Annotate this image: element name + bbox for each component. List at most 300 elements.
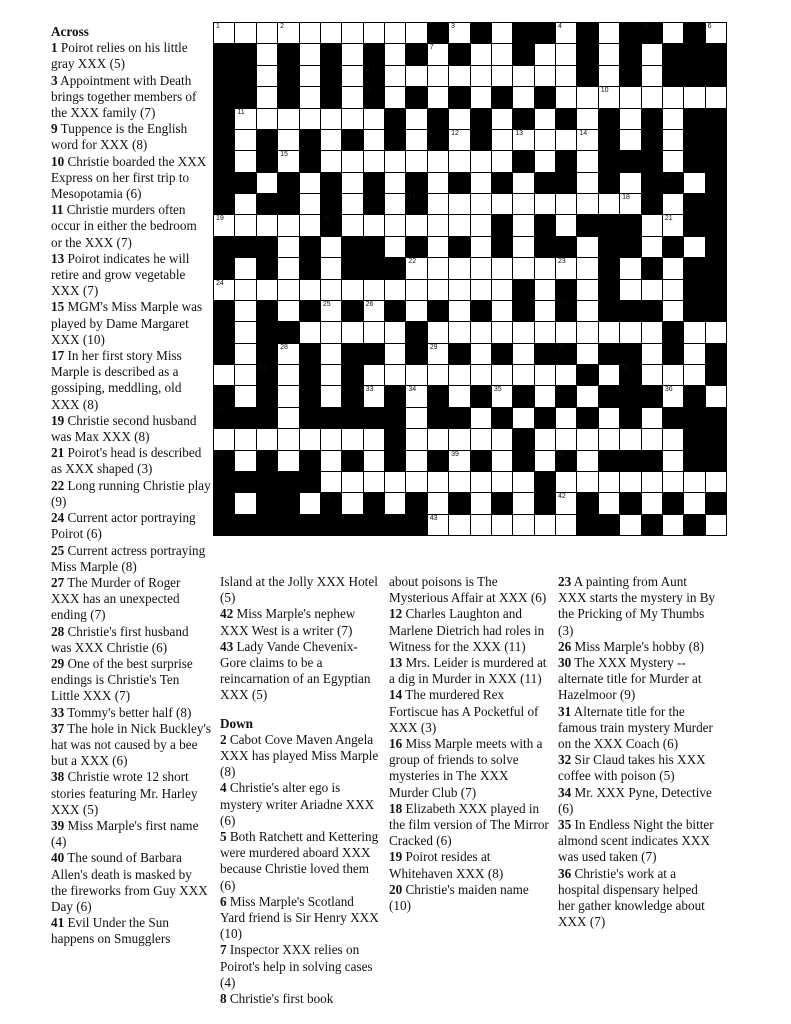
answer-square[interactable]: [406, 258, 426, 278]
answer-square[interactable]: [449, 66, 469, 86]
answer-square[interactable]: [663, 130, 683, 150]
answer-square[interactable]: [471, 237, 491, 257]
answer-square[interactable]: [535, 515, 555, 535]
answer-square[interactable]: [577, 194, 597, 214]
answer-square[interactable]: [535, 322, 555, 342]
answer-square[interactable]: [513, 130, 533, 150]
answer-square[interactable]: [642, 237, 662, 257]
answer-square[interactable]: [364, 386, 384, 406]
answer-square[interactable]: [449, 386, 469, 406]
answer-square[interactable]: [257, 109, 277, 129]
answer-square[interactable]: [535, 151, 555, 171]
answer-square[interactable]: [385, 344, 405, 364]
answer-square[interactable]: [406, 130, 426, 150]
answer-square[interactable]: [278, 130, 298, 150]
answer-square[interactable]: [278, 451, 298, 471]
answer-square[interactable]: [556, 429, 576, 449]
answer-square[interactable]: [300, 66, 320, 86]
answer-square[interactable]: [278, 386, 298, 406]
answer-square[interactable]: [342, 44, 362, 64]
answer-square[interactable]: [471, 515, 491, 535]
answer-square[interactable]: [556, 87, 576, 107]
answer-square[interactable]: [428, 472, 448, 492]
answer-square[interactable]: [449, 280, 469, 300]
answer-square[interactable]: [620, 130, 640, 150]
answer-square[interactable]: [385, 472, 405, 492]
answer-square[interactable]: [577, 173, 597, 193]
answer-square[interactable]: [513, 344, 533, 364]
answer-square[interactable]: [428, 215, 448, 235]
answer-square[interactable]: [684, 365, 704, 385]
answer-square[interactable]: [300, 23, 320, 43]
answer-square[interactable]: [385, 280, 405, 300]
answer-square[interactable]: [513, 173, 533, 193]
answer-square[interactable]: [278, 258, 298, 278]
answer-square[interactable]: [321, 322, 341, 342]
answer-square[interactable]: [449, 472, 469, 492]
answer-square[interactable]: [321, 472, 341, 492]
answer-square[interactable]: [663, 87, 683, 107]
answer-square[interactable]: [385, 87, 405, 107]
answer-square[interactable]: [577, 472, 597, 492]
answer-square[interactable]: [599, 365, 619, 385]
answer-square[interactable]: [471, 44, 491, 64]
answer-square[interactable]: [385, 66, 405, 86]
answer-square[interactable]: [577, 451, 597, 471]
answer-square[interactable]: [235, 109, 255, 129]
answer-square[interactable]: [706, 87, 726, 107]
answer-square[interactable]: [556, 215, 576, 235]
answer-square[interactable]: [364, 23, 384, 43]
answer-square[interactable]: [620, 87, 640, 107]
answer-square[interactable]: [706, 23, 726, 43]
answer-square[interactable]: [385, 194, 405, 214]
answer-square[interactable]: [492, 130, 512, 150]
answer-square[interactable]: [300, 429, 320, 449]
answer-square[interactable]: [492, 429, 512, 449]
answer-square[interactable]: [428, 429, 448, 449]
answer-square[interactable]: [342, 87, 362, 107]
answer-square[interactable]: [449, 515, 469, 535]
answer-square[interactable]: [428, 344, 448, 364]
answer-square[interactable]: [642, 344, 662, 364]
answer-square[interactable]: [321, 386, 341, 406]
answer-square[interactable]: [235, 322, 255, 342]
answer-square[interactable]: [577, 109, 597, 129]
answer-square[interactable]: [471, 87, 491, 107]
answer-square[interactable]: [428, 44, 448, 64]
answer-square[interactable]: [642, 429, 662, 449]
answer-square[interactable]: [663, 515, 683, 535]
answer-square[interactable]: [492, 515, 512, 535]
answer-square[interactable]: [577, 151, 597, 171]
answer-square[interactable]: [663, 215, 683, 235]
answer-square[interactable]: [663, 23, 683, 43]
answer-square[interactable]: [278, 429, 298, 449]
answer-square[interactable]: [278, 109, 298, 129]
answer-square[interactable]: [428, 66, 448, 86]
answer-square[interactable]: [599, 194, 619, 214]
answer-square[interactable]: [214, 280, 234, 300]
answer-square[interactable]: [620, 194, 640, 214]
answer-square[interactable]: [235, 151, 255, 171]
answer-square[interactable]: [471, 429, 491, 449]
answer-square[interactable]: [471, 258, 491, 278]
answer-square[interactable]: [321, 344, 341, 364]
answer-square[interactable]: [342, 493, 362, 513]
answer-square[interactable]: [492, 472, 512, 492]
answer-square[interactable]: [663, 194, 683, 214]
answer-square[interactable]: [257, 23, 277, 43]
answer-square[interactable]: [599, 322, 619, 342]
answer-square[interactable]: [406, 301, 426, 321]
answer-square[interactable]: [278, 280, 298, 300]
answer-square[interactable]: [492, 23, 512, 43]
answer-square[interactable]: [599, 44, 619, 64]
answer-square[interactable]: [577, 429, 597, 449]
answer-square[interactable]: [577, 344, 597, 364]
answer-square[interactable]: [556, 130, 576, 150]
answer-square[interactable]: [535, 280, 555, 300]
answer-square[interactable]: [406, 215, 426, 235]
answer-square[interactable]: [449, 215, 469, 235]
answer-square[interactable]: [278, 301, 298, 321]
answer-square[interactable]: [535, 194, 555, 214]
answer-square[interactable]: [235, 451, 255, 471]
answer-square[interactable]: [599, 23, 619, 43]
answer-square[interactable]: [556, 194, 576, 214]
answer-square[interactable]: [342, 173, 362, 193]
answer-square[interactable]: [321, 451, 341, 471]
answer-square[interactable]: [449, 365, 469, 385]
answer-square[interactable]: [492, 322, 512, 342]
answer-square[interactable]: [663, 301, 683, 321]
answer-square[interactable]: [406, 280, 426, 300]
answer-square[interactable]: [364, 280, 384, 300]
answer-square[interactable]: [449, 301, 469, 321]
answer-square[interactable]: [577, 386, 597, 406]
answer-square[interactable]: [406, 23, 426, 43]
answer-square[interactable]: [321, 130, 341, 150]
answer-square[interactable]: [577, 237, 597, 257]
answer-square[interactable]: [684, 87, 704, 107]
answer-square[interactable]: [684, 344, 704, 364]
answer-square[interactable]: [471, 194, 491, 214]
answer-square[interactable]: [364, 322, 384, 342]
answer-square[interactable]: [599, 429, 619, 449]
answer-square[interactable]: [342, 194, 362, 214]
answer-square[interactable]: [684, 472, 704, 492]
answer-square[interactable]: [577, 258, 597, 278]
answer-square[interactable]: [406, 408, 426, 428]
answer-square[interactable]: [342, 280, 362, 300]
answer-square[interactable]: [406, 386, 426, 406]
answer-square[interactable]: [235, 130, 255, 150]
answer-square[interactable]: [364, 215, 384, 235]
answer-square[interactable]: [364, 451, 384, 471]
answer-square[interactable]: [663, 451, 683, 471]
answer-square[interactable]: [513, 215, 533, 235]
answer-square[interactable]: [556, 365, 576, 385]
answer-square[interactable]: [406, 472, 426, 492]
answer-square[interactable]: [513, 87, 533, 107]
answer-square[interactable]: [235, 301, 255, 321]
answer-square[interactable]: [620, 280, 640, 300]
answer-square[interactable]: [556, 23, 576, 43]
answer-square[interactable]: [556, 66, 576, 86]
answer-square[interactable]: [620, 322, 640, 342]
answer-square[interactable]: [663, 472, 683, 492]
answer-square[interactable]: [599, 66, 619, 86]
answer-square[interactable]: [385, 215, 405, 235]
answer-square[interactable]: [642, 493, 662, 513]
answer-square[interactable]: [364, 109, 384, 129]
answer-square[interactable]: [235, 194, 255, 214]
answer-square[interactable]: [449, 258, 469, 278]
answer-square[interactable]: [385, 365, 405, 385]
answer-square[interactable]: [663, 429, 683, 449]
answer-square[interactable]: [535, 386, 555, 406]
answer-square[interactable]: [471, 344, 491, 364]
answer-square[interactable]: [364, 151, 384, 171]
answer-square[interactable]: [577, 130, 597, 150]
answer-square[interactable]: [513, 515, 533, 535]
answer-square[interactable]: [300, 109, 320, 129]
answer-square[interactable]: [321, 23, 341, 43]
answer-square[interactable]: [535, 451, 555, 471]
answer-square[interactable]: [428, 365, 448, 385]
answer-square[interactable]: [663, 151, 683, 171]
answer-square[interactable]: [321, 237, 341, 257]
answer-square[interactable]: [321, 365, 341, 385]
answer-square[interactable]: [257, 280, 277, 300]
answer-square[interactable]: [620, 472, 640, 492]
answer-square[interactable]: [706, 472, 726, 492]
answer-square[interactable]: [406, 109, 426, 129]
answer-square[interactable]: [471, 408, 491, 428]
answer-square[interactable]: [642, 87, 662, 107]
answer-square[interactable]: [385, 151, 405, 171]
answer-square[interactable]: [449, 429, 469, 449]
answer-square[interactable]: [556, 408, 576, 428]
answer-square[interactable]: [235, 280, 255, 300]
answer-square[interactable]: [577, 322, 597, 342]
answer-square[interactable]: [257, 429, 277, 449]
answer-square[interactable]: [492, 258, 512, 278]
answer-square[interactable]: [406, 365, 426, 385]
answer-square[interactable]: [428, 280, 448, 300]
answer-square[interactable]: [513, 408, 533, 428]
answer-square[interactable]: [535, 301, 555, 321]
answer-square[interactable]: [577, 87, 597, 107]
answer-square[interactable]: [364, 365, 384, 385]
answer-square[interactable]: [214, 215, 234, 235]
answer-square[interactable]: [513, 322, 533, 342]
answer-square[interactable]: [471, 66, 491, 86]
answer-square[interactable]: [599, 472, 619, 492]
answer-square[interactable]: [513, 258, 533, 278]
answer-square[interactable]: [471, 365, 491, 385]
answer-square[interactable]: [449, 130, 469, 150]
answer-square[interactable]: [257, 87, 277, 107]
answer-square[interactable]: [471, 280, 491, 300]
answer-square[interactable]: [342, 322, 362, 342]
answer-square[interactable]: [492, 151, 512, 171]
answer-square[interactable]: [642, 322, 662, 342]
answer-square[interactable]: [513, 493, 533, 513]
answer-square[interactable]: [535, 109, 555, 129]
answer-square[interactable]: [214, 429, 234, 449]
answer-square[interactable]: [642, 472, 662, 492]
answer-square[interactable]: [300, 215, 320, 235]
answer-square[interactable]: [428, 493, 448, 513]
answer-square[interactable]: [620, 258, 640, 278]
answer-square[interactable]: [235, 258, 255, 278]
answer-square[interactable]: [449, 23, 469, 43]
answer-square[interactable]: [428, 151, 448, 171]
answer-square[interactable]: [449, 194, 469, 214]
answer-square[interactable]: [257, 44, 277, 64]
answer-square[interactable]: [492, 194, 512, 214]
answer-square[interactable]: [513, 237, 533, 257]
answer-square[interactable]: [278, 365, 298, 385]
answer-square[interactable]: [428, 173, 448, 193]
answer-square[interactable]: [513, 365, 533, 385]
answer-square[interactable]: [492, 365, 512, 385]
answer-square[interactable]: [385, 173, 405, 193]
answer-square[interactable]: [492, 280, 512, 300]
answer-square[interactable]: [428, 194, 448, 214]
answer-square[interactable]: [599, 87, 619, 107]
answer-square[interactable]: [300, 44, 320, 64]
answer-square[interactable]: [342, 151, 362, 171]
answer-square[interactable]: [278, 151, 298, 171]
answer-square[interactable]: [620, 515, 640, 535]
answer-square[interactable]: [620, 429, 640, 449]
answer-square[interactable]: [300, 87, 320, 107]
answer-square[interactable]: [300, 322, 320, 342]
answer-square[interactable]: [577, 301, 597, 321]
answer-square[interactable]: [599, 493, 619, 513]
answer-square[interactable]: [577, 280, 597, 300]
answer-square[interactable]: [235, 429, 255, 449]
answer-square[interactable]: [342, 23, 362, 43]
answer-square[interactable]: [321, 280, 341, 300]
answer-square[interactable]: [492, 109, 512, 129]
answer-square[interactable]: [535, 258, 555, 278]
answer-square[interactable]: [300, 280, 320, 300]
answer-square[interactable]: [406, 451, 426, 471]
answer-square[interactable]: [300, 493, 320, 513]
answer-square[interactable]: [684, 322, 704, 342]
answer-square[interactable]: [257, 215, 277, 235]
answer-square[interactable]: [535, 365, 555, 385]
answer-square[interactable]: [471, 215, 491, 235]
answer-square[interactable]: [300, 173, 320, 193]
answer-square[interactable]: [235, 365, 255, 385]
answer-square[interactable]: [385, 493, 405, 513]
answer-square[interactable]: [342, 429, 362, 449]
answer-square[interactable]: [556, 322, 576, 342]
answer-square[interactable]: [214, 365, 234, 385]
answer-square[interactable]: [235, 344, 255, 364]
answer-square[interactable]: [471, 493, 491, 513]
answer-square[interactable]: [385, 23, 405, 43]
answer-square[interactable]: [663, 280, 683, 300]
answer-square[interactable]: [278, 215, 298, 235]
answer-square[interactable]: [556, 515, 576, 535]
answer-square[interactable]: [599, 408, 619, 428]
answer-square[interactable]: [556, 44, 576, 64]
answer-square[interactable]: [235, 215, 255, 235]
answer-square[interactable]: [364, 429, 384, 449]
answer-square[interactable]: [642, 280, 662, 300]
answer-square[interactable]: [364, 130, 384, 150]
answer-square[interactable]: [449, 151, 469, 171]
answer-square[interactable]: [428, 515, 448, 535]
answer-square[interactable]: [406, 66, 426, 86]
answer-square[interactable]: [321, 301, 341, 321]
answer-square[interactable]: [428, 322, 448, 342]
answer-square[interactable]: [214, 23, 234, 43]
answer-square[interactable]: [364, 472, 384, 492]
answer-square[interactable]: [321, 109, 341, 129]
answer-square[interactable]: [428, 258, 448, 278]
answer-square[interactable]: [706, 515, 726, 535]
answer-square[interactable]: [278, 237, 298, 257]
answer-square[interactable]: [535, 429, 555, 449]
answer-square[interactable]: [471, 151, 491, 171]
answer-square[interactable]: [706, 386, 726, 406]
answer-square[interactable]: [535, 130, 555, 150]
answer-square[interactable]: [406, 429, 426, 449]
answer-square[interactable]: [449, 109, 469, 129]
answer-square[interactable]: [620, 173, 640, 193]
answer-square[interactable]: [556, 493, 576, 513]
answer-square[interactable]: [385, 237, 405, 257]
answer-square[interactable]: [471, 173, 491, 193]
answer-square[interactable]: [684, 493, 704, 513]
answer-square[interactable]: [620, 109, 640, 129]
answer-square[interactable]: [278, 344, 298, 364]
answer-square[interactable]: [428, 237, 448, 257]
answer-square[interactable]: [663, 365, 683, 385]
answer-square[interactable]: [642, 66, 662, 86]
answer-square[interactable]: [342, 66, 362, 86]
answer-square[interactable]: [235, 386, 255, 406]
answer-square[interactable]: [642, 365, 662, 385]
answer-square[interactable]: [492, 66, 512, 86]
answer-square[interactable]: [642, 408, 662, 428]
answer-square[interactable]: [663, 386, 683, 406]
answer-square[interactable]: [385, 44, 405, 64]
answer-square[interactable]: [663, 258, 683, 278]
answer-square[interactable]: [535, 66, 555, 86]
answer-square[interactable]: [278, 408, 298, 428]
answer-square[interactable]: [342, 215, 362, 235]
answer-square[interactable]: [556, 258, 576, 278]
answer-square[interactable]: [321, 429, 341, 449]
answer-square[interactable]: [513, 194, 533, 214]
answer-square[interactable]: [321, 258, 341, 278]
answer-square[interactable]: [642, 215, 662, 235]
answer-square[interactable]: [300, 194, 320, 214]
answer-square[interactable]: [513, 472, 533, 492]
answer-square[interactable]: [235, 23, 255, 43]
answer-square[interactable]: [684, 237, 704, 257]
answer-square[interactable]: [706, 322, 726, 342]
answer-square[interactable]: [342, 109, 362, 129]
